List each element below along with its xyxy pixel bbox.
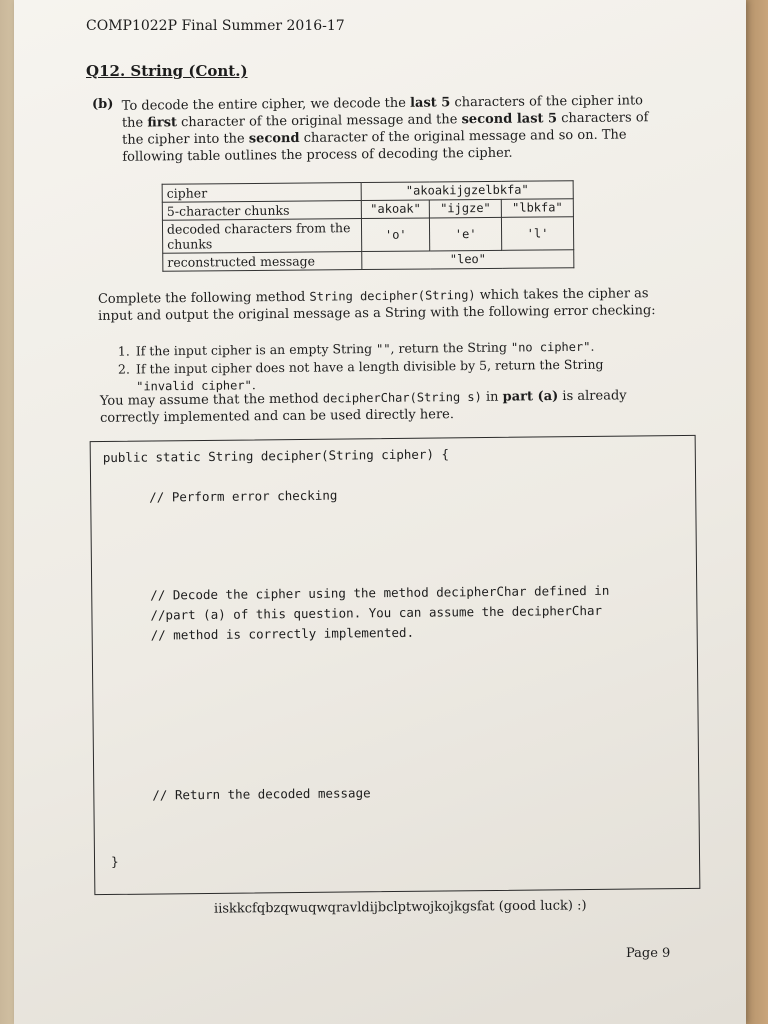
- error-check-list: [118, 337, 629, 395]
- note-text: in: [481, 389, 503, 405]
- list-text: .: [251, 377, 256, 393]
- table-row: [162, 217, 573, 254]
- comment-decode-line-3: // method is correctly implemented.: [150, 624, 415, 643]
- list-text: If the input cipher is an empty String: [135, 340, 377, 359]
- chunk-cell: "ijgze": [429, 199, 501, 218]
- cipher-value: "akoakijgzelbkfa": [361, 181, 573, 201]
- part-label: (b): [92, 97, 114, 112]
- complete-instruction: [98, 285, 658, 325]
- answer-box[interactable]: [90, 435, 701, 895]
- instruction-text: Complete the following method: [97, 289, 310, 307]
- decoded-cell: 'e': [430, 217, 502, 251]
- note-text: is already correctly implemented and can be used directly here.: [100, 388, 627, 426]
- chunk-cell: "akoak": [362, 200, 430, 219]
- intro-text: character of the original message and so on. The following table outlines the process of decoding the cipher.: [122, 127, 627, 165]
- course-header: COMP1022P Final Summer 2016-17: [86, 18, 345, 34]
- inline-code: "": [375, 341, 391, 356]
- comment-error-checking: // Perform error checking: [149, 487, 338, 505]
- list-number: 1.: [117, 343, 130, 359]
- list-number: 2.: [117, 361, 131, 377]
- chunk-cell: "lbkfa": [501, 199, 573, 218]
- instruction-text: which takes the cipher as input and output the original message as a String with the following error checking:: [98, 286, 656, 324]
- note-text: You may assume that the method: [99, 391, 323, 409]
- comment-decode-line-1: // Decode the cipher using the method decipherChar defined in: [150, 582, 610, 603]
- footer-cipher-text: iiskkcfqbzqwuqwqravldijbclptwojkojkgsfat (good luck) :): [213, 898, 587, 917]
- inline-code: "invalid cipher": [136, 378, 252, 394]
- assumption-note: [100, 387, 640, 427]
- row-label-chunks: 5-character chunks: [162, 201, 361, 221]
- exam-page: [14, 0, 746, 1024]
- comment-return: // Return the decoded message: [152, 785, 371, 803]
- part-b-intro: [122, 92, 653, 166]
- page-number: Page 9: [626, 946, 671, 961]
- list-text: , return the String: [390, 339, 512, 356]
- inline-code: decipherChar(String s): [322, 389, 482, 406]
- note-bold: part (a): [502, 389, 559, 405]
- comment-decode-line-2: //part (a) of this question. You can assume the decipherChar: [150, 602, 603, 623]
- intro-bold: last 5: [409, 95, 451, 111]
- table-row: [163, 250, 574, 272]
- decoded-cell: 'l': [502, 217, 574, 251]
- list-text: .: [590, 338, 595, 354]
- intro-bold: second: [248, 130, 300, 147]
- row-label-decoded: decoded characters from the chunks: [162, 219, 362, 254]
- list-text: If the input cipher does not have a length divisible by 5, return the String: [135, 356, 604, 377]
- intro-text: To decode the entire cipher, we decode the: [121, 95, 411, 114]
- intro-text: characters of the cipher into the: [121, 93, 644, 131]
- row-label-cipher: cipher: [162, 183, 361, 203]
- row-label-message: reconstructed message: [163, 252, 362, 272]
- intro-bold: first: [147, 115, 178, 131]
- table-surface-edge: [746, 0, 768, 1024]
- inline-code: "no cipher": [510, 339, 591, 355]
- message-value: "leo": [362, 250, 574, 270]
- method-signature-inline: String decipher(String): [309, 287, 476, 304]
- intro-text: character of the original message and the: [176, 112, 462, 131]
- method-signature: public static String decipher(String cipher) {: [102, 446, 450, 466]
- decoded-cell: 'o': [362, 218, 430, 252]
- intro-text: characters of the cipher into the: [122, 110, 649, 148]
- question-title: Q12. String (Cont.): [86, 62, 248, 80]
- closing-brace: }: [110, 853, 119, 869]
- intro-bold: second last 5: [461, 111, 558, 128]
- decode-table: [162, 180, 575, 272]
